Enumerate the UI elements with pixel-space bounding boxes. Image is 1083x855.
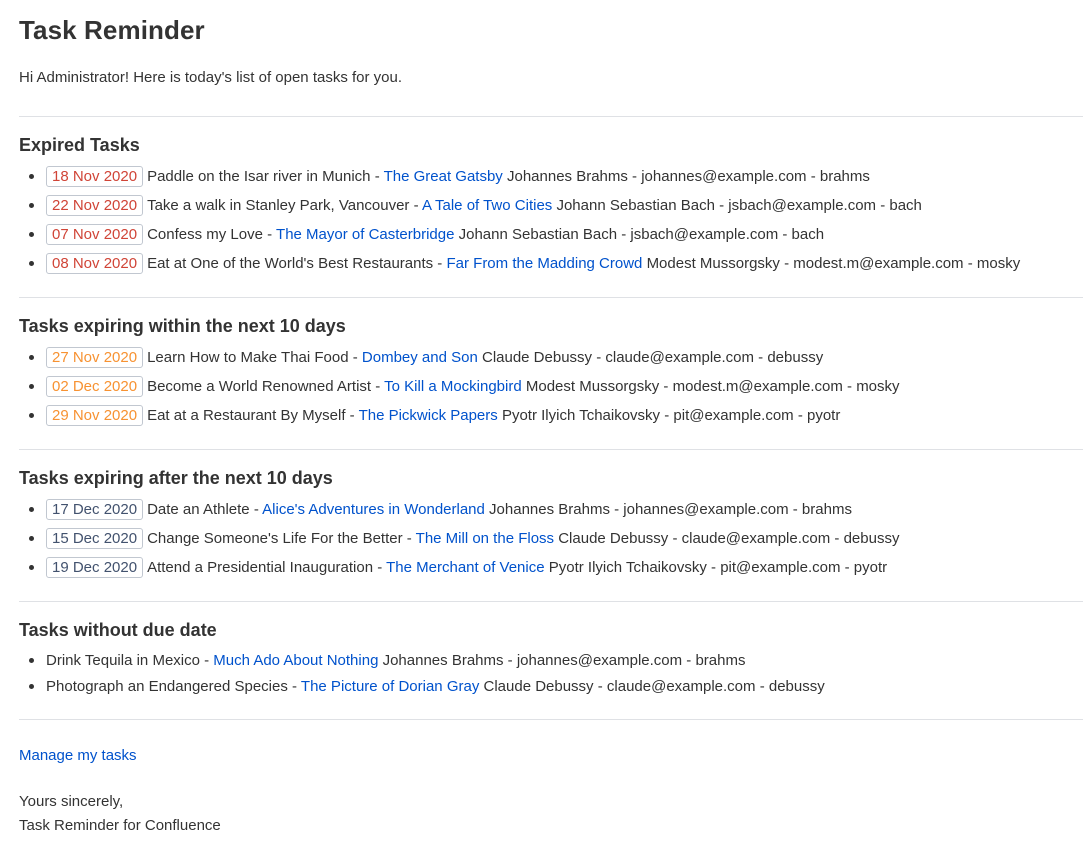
- task-page-link[interactable]: To Kill a Mockingbird: [384, 378, 522, 395]
- task-page-link[interactable]: A Tale of Two Cities: [421, 197, 553, 214]
- due-date-badge: 18 Nov 2020: [46, 166, 143, 187]
- divider: [19, 719, 1083, 720]
- signoff-signature: Task Reminder for Confluence: [19, 817, 221, 834]
- task-assignee: Claude Debussy - claude@example.com - debussy: [558, 530, 900, 547]
- task-page-link[interactable]: Dombey and Son: [361, 349, 478, 366]
- bullet-icon: [29, 507, 34, 512]
- expiring-later-task-list: [19, 497, 1079, 584]
- task-item: [19, 193, 1079, 222]
- bullet-icon: [29, 174, 34, 179]
- signoff: [19, 790, 221, 838]
- task-page-link[interactable]: The Merchant of Venice: [386, 559, 545, 576]
- task-assignee: Modest Mussorgsky - modest.m@example.com - mosky: [646, 255, 1021, 272]
- bullet-icon: [29, 384, 34, 389]
- bullet-icon: [29, 232, 34, 237]
- task-item: [19, 526, 1079, 555]
- due-date-badge: 08 Nov 2020: [46, 253, 143, 274]
- task-title: Become a World Renowned Artist -: [147, 378, 385, 395]
- due-date-badge: 15 Dec 2020: [46, 528, 143, 549]
- bullet-icon: [29, 684, 34, 689]
- task-page-link[interactable]: Much Ado About Nothing: [213, 652, 379, 669]
- task-item: [19, 222, 1079, 251]
- divider: [19, 116, 1083, 117]
- due-date-badge: 17 Dec 2020: [46, 499, 143, 520]
- bullet-icon: [29, 413, 34, 418]
- task-item: [19, 649, 1079, 675]
- task-title: Confess my Love -: [147, 226, 277, 243]
- task-title: Attend a Presidential Inauguration -: [147, 559, 387, 576]
- task-assignee: Modest Mussorgsky - modest.m@example.com - mosky: [525, 378, 900, 395]
- task-page-link[interactable]: The Mill on the Floss: [415, 530, 555, 547]
- task-title: Paddle on the Isar river in Munich -: [147, 168, 384, 185]
- expired-task-list: [19, 164, 1079, 280]
- task-assignee: Pyotr Ilyich Tchaikovsky - pit@example.com - pyotr: [501, 407, 841, 424]
- task-title: Change Someone's Life For the Better -: [147, 530, 416, 547]
- bullet-icon: [29, 203, 34, 208]
- task-title: Drink Tequila in Mexico -: [46, 652, 214, 669]
- task-page-link[interactable]: The Picture of Dorian Gray: [300, 678, 480, 695]
- due-date-badge: 07 Nov 2020: [46, 224, 143, 245]
- due-date-badge: 19 Dec 2020: [46, 557, 143, 578]
- task-page-link[interactable]: Far From the Madding Crowd: [446, 255, 643, 272]
- task-assignee: Johannes Brahms - johannes@example.com - brahms: [382, 652, 746, 669]
- expiring-soon-heading: Tasks expiring within the next 10 days: [19, 316, 346, 336]
- due-date-badge: 22 Nov 2020: [46, 195, 143, 216]
- bullet-icon: [29, 261, 34, 266]
- task-title: Date an Athlete -: [147, 501, 263, 518]
- due-date-badge: 29 Nov 2020: [46, 405, 143, 426]
- divider: [19, 297, 1083, 298]
- bullet-icon: [29, 565, 34, 570]
- task-page-link[interactable]: The Great Gatsby: [383, 168, 503, 185]
- task-item: [19, 164, 1079, 193]
- bullet-icon: [29, 355, 34, 360]
- divider: [19, 449, 1083, 450]
- task-assignee: Claude Debussy - claude@example.com - debussy: [483, 678, 825, 695]
- greeting-text: Hi Administrator! Here is today's list of open tasks for you.: [19, 69, 403, 86]
- bullet-icon: [29, 536, 34, 541]
- divider: [19, 601, 1083, 602]
- signoff-line: Yours sincerely,: [19, 793, 124, 810]
- task-assignee: Claude Debussy - claude@example.com - debussy: [481, 349, 824, 366]
- task-item: [19, 345, 1079, 374]
- task-item: [19, 675, 1079, 701]
- task-page-link[interactable]: The Mayor of Casterbridge: [276, 226, 455, 243]
- task-page-link[interactable]: Alice's Adventures in Wonderland: [262, 501, 485, 518]
- expired-tasks-heading: Expired Tasks: [19, 135, 140, 155]
- task-item: [19, 251, 1079, 280]
- task-assignee: Johannes Brahms - johannes@example.com - brahms: [506, 168, 870, 185]
- page-title: Task Reminder: [19, 15, 205, 45]
- expiring-later-heading: Tasks expiring after the next 10 days: [19, 468, 333, 488]
- no-due-date-task-list: [19, 649, 1079, 701]
- task-item: [19, 403, 1079, 432]
- task-item: [19, 374, 1079, 403]
- task-item: [19, 555, 1079, 584]
- due-date-badge: 27 Nov 2020: [46, 347, 143, 368]
- manage-tasks-link[interactable]: Manage my tasks: [19, 747, 137, 764]
- task-assignee: Johann Sebastian Bach - jsbach@example.com - bach: [458, 226, 825, 243]
- bullet-icon: [29, 658, 34, 663]
- task-assignee: Johannes Brahms - johannes@example.com - brahms: [489, 501, 852, 518]
- task-title: Learn How to Make Thai Food -: [147, 349, 362, 366]
- task-assignee: Pyotr Ilyich Tchaikovsky - pit@example.com - pyotr: [548, 559, 888, 576]
- no-due-date-heading: Tasks without due date: [19, 620, 217, 640]
- task-title: Take a walk in Stanley Park, Vancouver -: [147, 197, 422, 214]
- expiring-soon-task-list: [19, 345, 1079, 432]
- task-title: Eat at One of the World's Best Restaurants -: [147, 255, 447, 272]
- task-page-link[interactable]: The Pickwick Papers: [358, 407, 498, 424]
- task-title: Photograph an Endangered Species -: [46, 678, 301, 695]
- task-item: [19, 497, 1079, 526]
- task-assignee: Johann Sebastian Bach - jsbach@example.com - bach: [556, 197, 922, 214]
- task-title: Eat at a Restaurant By Myself -: [147, 407, 359, 424]
- due-date-badge: 02 Dec 2020: [46, 376, 143, 397]
